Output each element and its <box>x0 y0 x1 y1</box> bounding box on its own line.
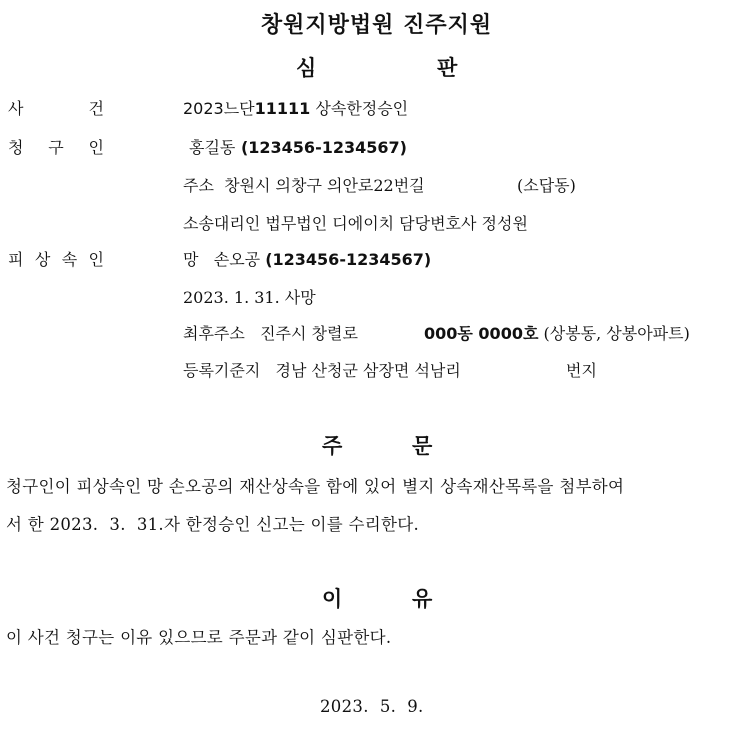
order-line1-a: 청구인이 피상속인 망 <box>6 477 164 496</box>
decedent-last-address <box>183 321 358 344</box>
claimant-label-char-2: 구 <box>48 138 64 157</box>
case-label-char-1: 사 <box>8 99 24 118</box>
claimant-agent: 소송대리인 법무법인 디에이치 담당변호사 정성원 <box>183 214 528 233</box>
doc-title-2 <box>437 52 457 82</box>
claimant-address <box>183 173 425 196</box>
decedent-info <box>183 247 431 270</box>
reason-heading-char-1: 이 <box>322 587 343 611</box>
last-address-a: 진주시 창렬로 <box>260 324 358 343</box>
case-label-char-2: 건 <box>88 99 104 118</box>
last-address-b: 000동 0000호 <box>424 324 539 343</box>
reason-text: 이 사건 청구는 이유 있으므로 주문과 같이 심판한다. <box>6 628 392 647</box>
decedent-label <box>8 247 104 270</box>
decedent-registry <box>183 358 461 381</box>
reason-heading-char-2: 유 <box>412 587 433 611</box>
decedent-label-char-3: 속 <box>61 250 78 269</box>
case-info <box>183 96 408 119</box>
claimant-name: 홍길동 <box>189 138 236 157</box>
order-heading-2 <box>412 430 432 460</box>
claimant-id: (123456-1234567) <box>240 138 407 157</box>
doc-title-char-2: 판 <box>437 56 458 80</box>
claimant-label <box>8 135 104 158</box>
claimant-address-value: 창원시 의창구 의안로22번길 <box>224 176 425 195</box>
decedent-death: 2023. 1. 31. 사망 <box>183 288 316 307</box>
order-heading-1 <box>322 430 342 460</box>
last-address-c: (상봉동, 상봉아파트) <box>543 324 690 343</box>
doc-title-char-1: 심 <box>296 56 317 80</box>
registry-label: 등록기준지 <box>183 361 261 380</box>
case-number-prefix: 2023느단 <box>183 99 255 118</box>
claimant-info <box>189 135 407 158</box>
claimant-address-dong: (소답동) <box>517 176 576 195</box>
claimant-label-char-1: 청 <box>8 138 24 157</box>
decedent-name: 손오공 <box>213 250 261 269</box>
decedent-label-char-1: 피 <box>8 250 24 269</box>
last-address-label: 최후주소 <box>183 324 245 343</box>
order-line1-b: 의 재산상속을 함에 있어 별지 상속재산목록을 첨부하여 <box>217 477 625 496</box>
reason-heading-2 <box>412 583 432 613</box>
registry-b: 번지 <box>566 361 597 380</box>
decedent-id: (123456-1234567) <box>265 250 432 269</box>
decedent-label-char-2: 상 <box>34 250 51 269</box>
reason-heading-1 <box>322 583 342 613</box>
case-label <box>8 96 104 119</box>
order-heading-char-1: 주 <box>322 434 343 458</box>
case-number: 11111 <box>254 99 311 118</box>
order-line-2: 서 한 2023. 3. 31.자 한정승인 신고는 이를 수리한다. <box>6 515 420 534</box>
order-line1-name: 손오공 <box>168 477 218 496</box>
doc-title <box>296 52 316 82</box>
registry-a: 경남 산청군 삼장면 석남리 <box>275 361 461 380</box>
decedent-prefix: 망 <box>183 250 199 269</box>
claimant-label-char-3: 인 <box>88 138 104 157</box>
claimant-address-label: 주소 <box>183 176 214 195</box>
decedent-last-address-rest <box>424 321 690 344</box>
order-line-1 <box>6 473 624 497</box>
case-name: 상속한정승인 <box>315 99 409 118</box>
order-heading-char-2: 문 <box>412 434 433 458</box>
decision-date: 2023. 5. 9. <box>320 697 424 716</box>
decedent-label-char-4: 인 <box>88 250 104 269</box>
court-name: 창원지방법원 진주지원 <box>260 13 493 38</box>
